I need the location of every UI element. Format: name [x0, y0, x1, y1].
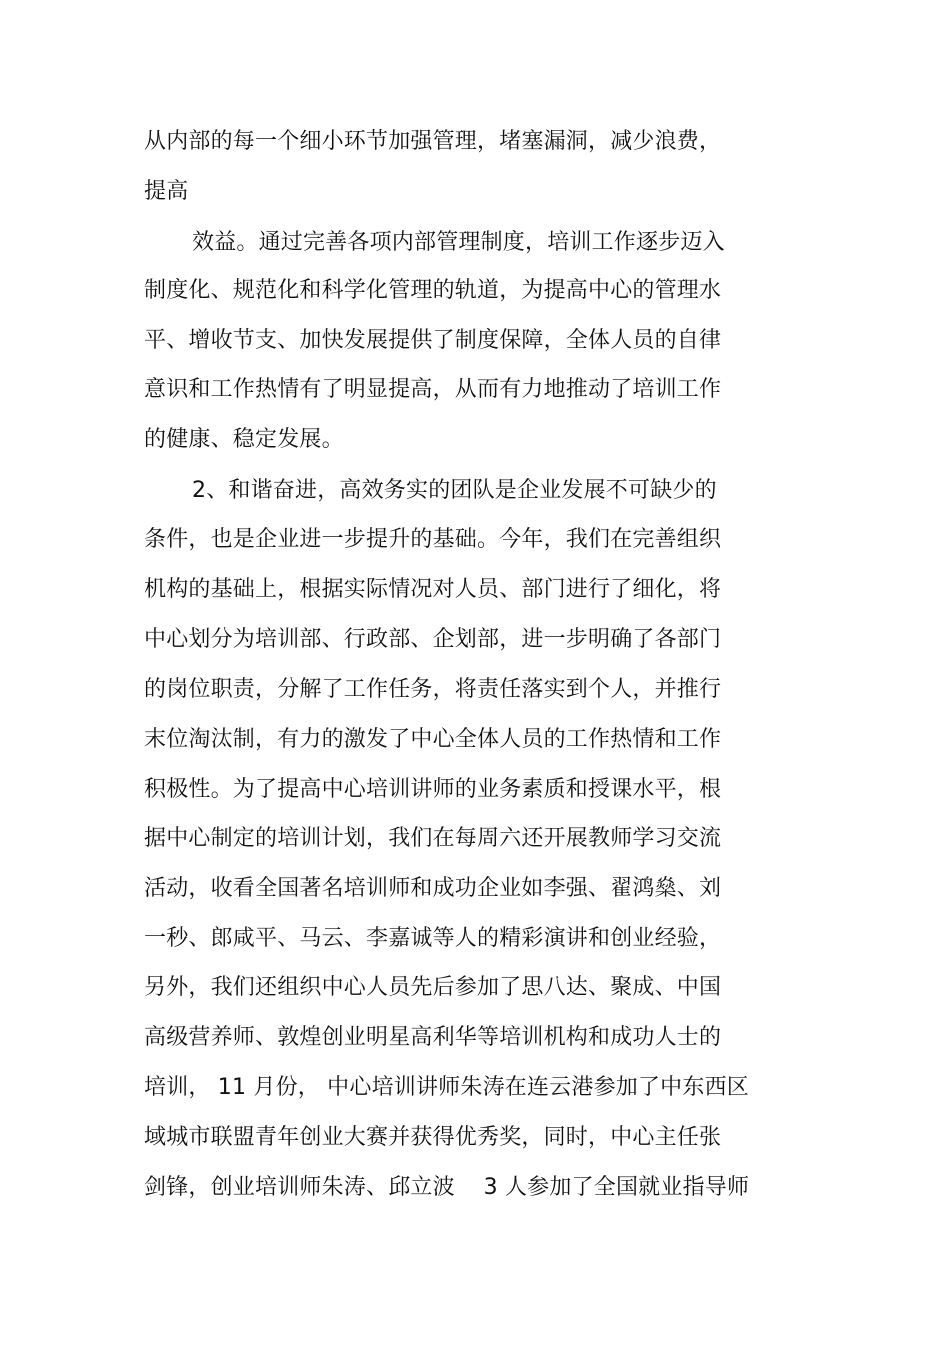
text-line: 效益。通过完善各项内部管理制度，培训工作逐步迈入 [192, 230, 725, 255]
text-line: 高级营养师、敦煌创业明星高利华等培训机构和成功人士的 [144, 1025, 722, 1050]
text-line: 平、增收节支、加快发展提供了制度保障，全体人员的自律 [144, 328, 722, 353]
text-line: 剑锋，创业培训师朱涛、邱立波 3 人参加了全国就业指导师 [144, 1175, 750, 1200]
text-line: 一秒、郎咸平、马云、李嘉诚等人的精彩演讲和创业经验， [144, 926, 722, 951]
text-line: 从内部的每一个细小环节加强管理，堵塞漏洞，减少浪费， [144, 129, 722, 154]
text-line: 的健康、稳定发展。 [144, 427, 344, 452]
text-line: 域城市联盟青年创业大赛并获得优秀奖，同时，中心主任张 [144, 1125, 722, 1150]
text-line: 中心划分为培训部、行政部、企划部，进一步明确了各部门 [144, 627, 722, 652]
text-line: 条件，也是企业进一步提升的基础。今年，我们在完善组织 [144, 527, 722, 552]
text-line: 意识和工作热情有了明显提高，从而有力地推动了培训工作 [144, 377, 722, 402]
text-line: 2、和谐奋进，高效务实的团队是企业发展不可缺少的 [192, 478, 717, 503]
text-line: 制度化、规范化和科学化管理的轨道，为提高中心的管理水 [144, 278, 722, 303]
text-line: 提高 [144, 179, 189, 204]
text-line: 培训， 11 月份， 中心培训讲师朱涛在连云港参加了中东西区 [144, 1075, 749, 1100]
text-line: 积极性。为了提高中心培训讲师的业务素质和授课水平，根 [144, 777, 722, 802]
text-line: 另外，我们还组织中心人员先后参加了思八达、聚成、中国 [144, 975, 722, 1000]
text-line: 活动，收看全国著名培训师和成功企业如李强、翟鸿燊、刘 [144, 876, 722, 901]
text-line: 的岗位职责，分解了工作任务，将责任落实到个人，并推行 [144, 677, 722, 702]
text-line: 末位淘汰制，有力的激发了中心全体人员的工作热情和工作 [144, 727, 722, 752]
text-line: 机构的基础上，根据实际情况对人员、部门进行了细化，将 [144, 577, 722, 602]
text-line: 据中心制定的培训计划，我们在每周六还开展教师学习交流 [144, 826, 722, 851]
